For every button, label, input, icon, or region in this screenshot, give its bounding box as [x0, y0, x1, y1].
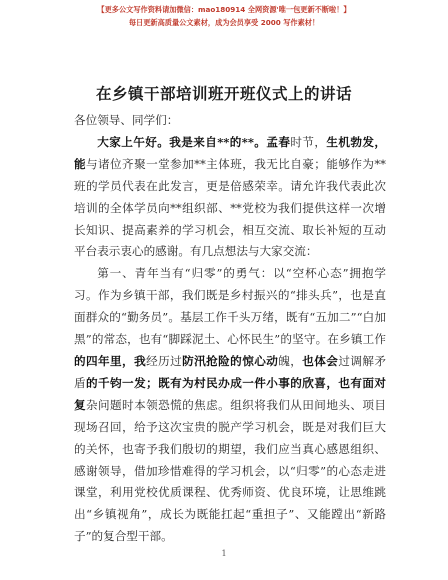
promo-banner-line-1: 【更多公文写作资料请加微信：mao180914 全网资源'唯一包更新不断啦！】 — [97, 5, 351, 14]
promo-banner-line-2: 每日更新高质量公文素材，成为会员享受 2000 写作素材！ — [128, 18, 320, 27]
p2-text-b: 经历过 — [146, 353, 183, 368]
p1-bold-a: 大家上午好。我是来自**的**。 — [97, 134, 267, 149]
page-number: 1 — [221, 549, 227, 558]
p2-bold-c: 防汛抢险的惊心动 — [182, 353, 279, 368]
p1-text-b: 时节， — [290, 134, 327, 149]
p2-text-c: 魄， — [278, 353, 303, 368]
promo-banner — [0, 5, 448, 28]
p2-bold-d: 也体会 — [302, 353, 339, 368]
p2-bold-e: 的千钧一发；既有为村民办成一件小事的欣喜，也有面对复 — [74, 375, 386, 412]
p2-text-e: 杂问题时本领恐慌的焦虑。组织将我们从田间地头、项目现场召回，给予这次宝贵的脱产学习机会，既是对我们巨大的关怀，也寄予我们殷切的期望，我们应当真心感恩组织、感谢领导，借加珍惜难得的学习机会，以“归零”的心态走进课堂，利用党校优质课程、优秀师资、优良环境，让思维跳出“乡镇视角”，成长为既能扛起“重担子”、又能蹚出“新路子”的复合型干部。 — [74, 397, 386, 544]
p2-text-a: 第一、青年当有“归零”的勇气：以“空杯心态”拥抱学习。作为乡镇干部，我们既是乡村振兴的“排头兵”，也是直面群众的“勤务员”。基层工作千头万绪，既有“五加二”“白加黑”的常态，也有“脚踩泥土、心怀民生”的坚守。在乡镇工作 — [74, 266, 386, 347]
p1-bold-b: 孟春 — [266, 134, 291, 149]
document-title: 在乡镇干部培训班开班仪式上的讲话 — [95, 84, 352, 103]
salutation: 各位领导、同学们： — [74, 113, 179, 127]
p1-text-c: 与诸位齐聚一堂参加**主体班，我无比自豪；能够作为**班的学员代表在此发言，更是倍感荣幸。请允许我代表此次培训的全体学员向**组织部、**党校为我们提供这样一次增长知识、提高素养的学习机会，相互交流、取长补短的互动平台表示衷心的感谢。有几点想法与大家交流： — [74, 156, 386, 259]
paragraph-1 — [74, 132, 386, 263]
p1-bold-c: 生机勃发，能 — [74, 134, 386, 171]
document-body — [74, 110, 386, 548]
p2-text-d: 过调解矛盾 — [74, 353, 386, 390]
p2-bold-b: 的四年里，我 — [74, 353, 147, 368]
paragraph-2 — [74, 263, 386, 548]
